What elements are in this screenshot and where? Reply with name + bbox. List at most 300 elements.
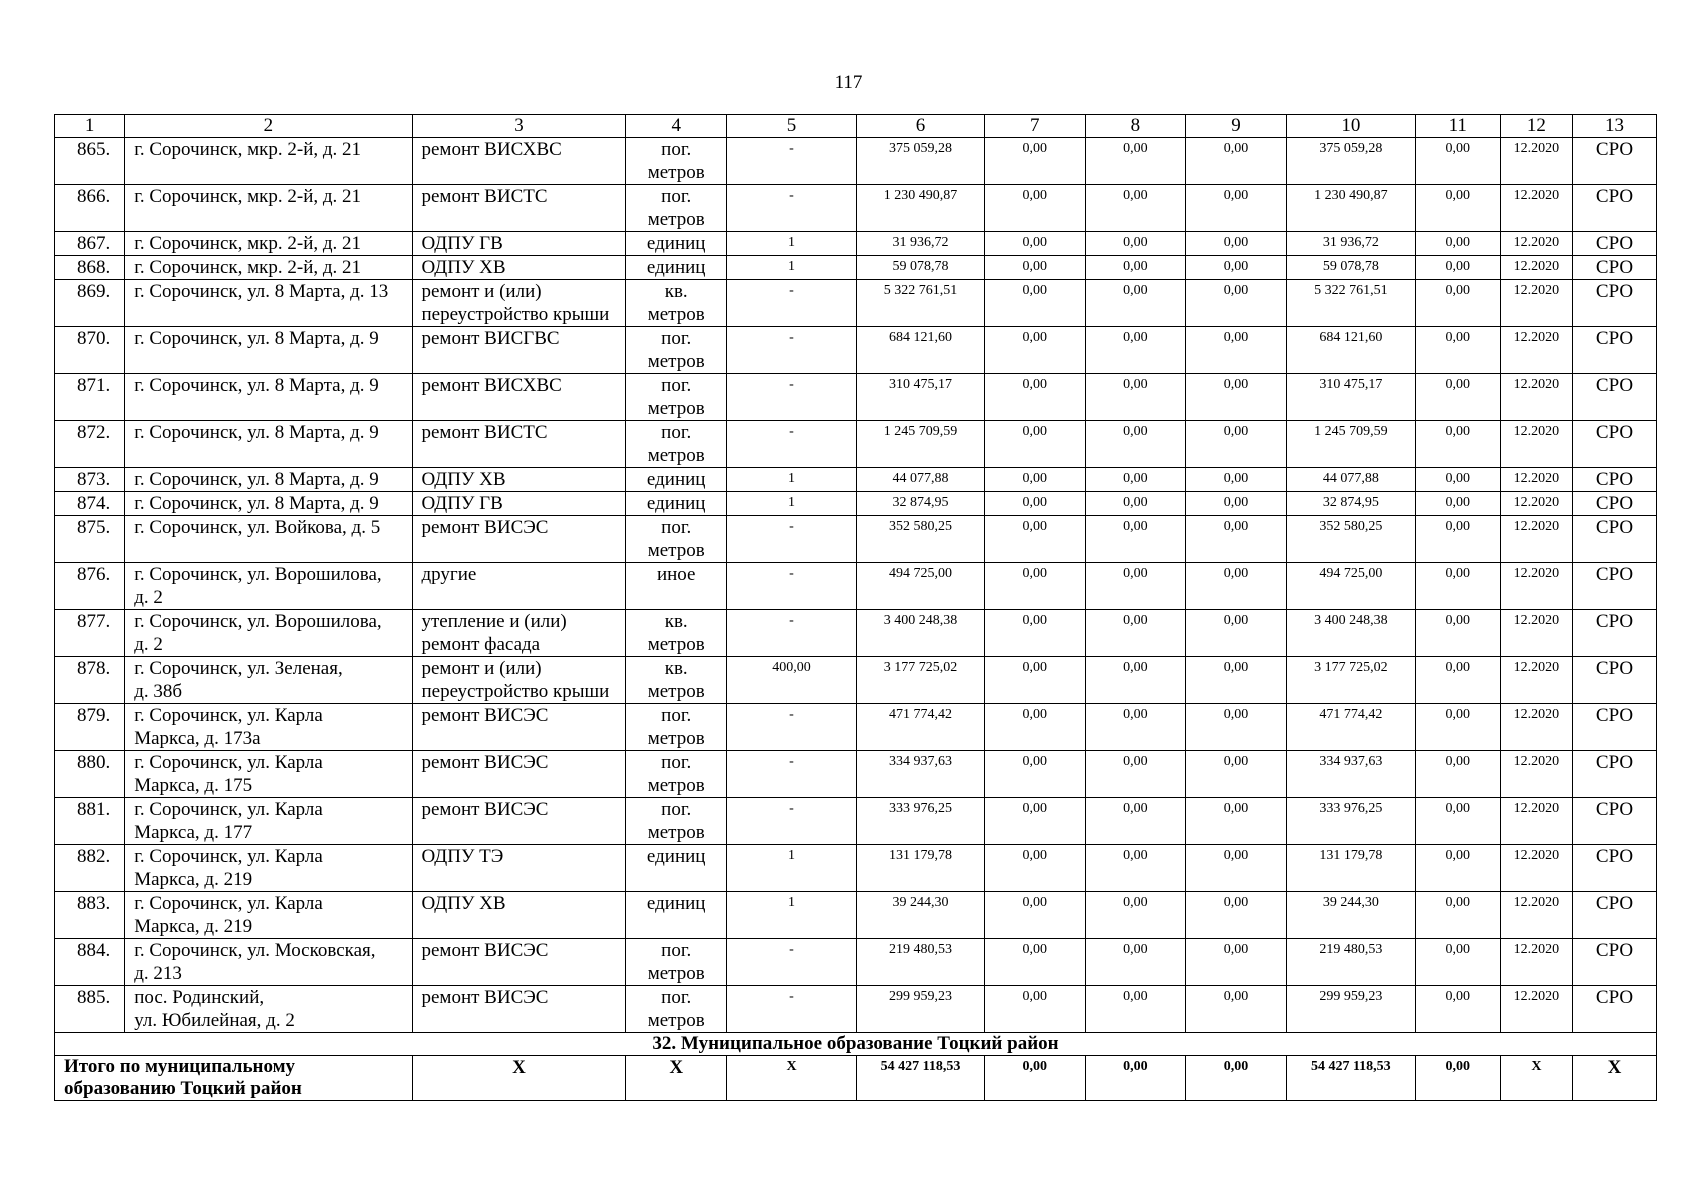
- value-cell: 12.2020: [1500, 704, 1572, 751]
- unit-cell: [626, 610, 727, 657]
- program-code-cell: СРО: [1573, 563, 1657, 610]
- value-cell: 1 230 490,87: [1286, 185, 1415, 232]
- unit-line: метров: [647, 398, 705, 419]
- value-cell: 0,00: [1186, 138, 1287, 185]
- work-type-cell: [412, 327, 626, 374]
- value-cell: 1 245 709,59: [857, 421, 985, 468]
- value-cell: 0,00: [1186, 468, 1287, 492]
- page-number: 117: [834, 72, 863, 93]
- value-cell: 0,00: [1085, 516, 1186, 563]
- value-cell: 0,00: [984, 657, 1085, 704]
- unit-line: единиц: [646, 233, 706, 254]
- work-type-line: ремонт ВИСЭС: [421, 799, 549, 820]
- value-cell: 0,00: [1085, 374, 1186, 421]
- work-type-line: переустройство крыши: [421, 681, 610, 702]
- unit-line: кв.: [664, 658, 688, 679]
- value-cell: -: [727, 751, 857, 798]
- table-row: [55, 986, 1657, 1033]
- value-cell: 1: [727, 468, 857, 492]
- program-code-cell: СРО: [1573, 374, 1657, 421]
- value-cell: 0,00: [984, 845, 1085, 892]
- unit-cell: [626, 468, 727, 492]
- unit-line: единиц: [646, 893, 706, 914]
- value-cell: 219 480,53: [857, 939, 985, 986]
- value-cell: 0,00: [1415, 892, 1500, 939]
- work-type-cell: [412, 421, 626, 468]
- program-code-cell: СРО: [1573, 845, 1657, 892]
- row-number: 884.: [55, 939, 125, 986]
- program-code-cell: СРО: [1573, 657, 1657, 704]
- total-cell: X: [1500, 1056, 1572, 1101]
- value-cell: -: [727, 185, 857, 232]
- address-line: ул. Юбилейная, д. 2: [134, 1010, 295, 1031]
- total-cell: X: [727, 1056, 857, 1101]
- value-cell: 0,00: [1415, 374, 1500, 421]
- column-header: 6: [857, 115, 985, 138]
- program-code-cell: СРО: [1573, 185, 1657, 232]
- work-type-line: ремонт и (или): [421, 281, 542, 302]
- value-cell: 0,00: [1415, 986, 1500, 1033]
- unit-cell: [626, 492, 727, 516]
- value-cell: 12.2020: [1500, 327, 1572, 374]
- unit-line: единиц: [646, 257, 706, 278]
- work-type-cell: [412, 138, 626, 185]
- unit-line: метров: [647, 445, 705, 466]
- value-cell: 12.2020: [1500, 798, 1572, 845]
- table-row: [55, 751, 1657, 798]
- value-cell: 12.2020: [1500, 256, 1572, 280]
- unit-line: пог.: [661, 987, 692, 1008]
- address-line: г. Сорочинск, ул. 8 Марта, д. 13: [134, 281, 389, 302]
- value-cell: 0,00: [1415, 845, 1500, 892]
- unit-cell: [626, 421, 727, 468]
- address-line: г. Сорочинск, ул. Карла: [134, 893, 323, 914]
- table-row: [55, 232, 1657, 256]
- unit-cell: [626, 327, 727, 374]
- work-type-line: ОДПУ ХВ: [421, 893, 506, 914]
- address-line: Маркса, д. 219: [134, 869, 253, 890]
- total-cell: X: [1573, 1056, 1657, 1101]
- work-type-line: ОДПУ ТЭ: [421, 846, 504, 867]
- table-row: [55, 421, 1657, 468]
- value-cell: 0,00: [1186, 751, 1287, 798]
- work-type-cell: [412, 280, 626, 327]
- value-cell: 12.2020: [1500, 939, 1572, 986]
- address-line: пос. Родинский,: [134, 987, 265, 1008]
- program-code-cell: СРО: [1573, 751, 1657, 798]
- table-row: [55, 892, 1657, 939]
- program-code-cell: СРО: [1573, 421, 1657, 468]
- work-type-line: ОДПУ ГВ: [421, 493, 503, 514]
- unit-line: метров: [647, 209, 705, 230]
- table-row: [55, 468, 1657, 492]
- address-cell: [125, 280, 412, 327]
- value-cell: -: [727, 374, 857, 421]
- value-cell: 0,00: [1085, 468, 1186, 492]
- address-line: г. Сорочинск, мкр. 2-й, д. 21: [134, 186, 362, 207]
- value-cell: 334 937,63: [1286, 751, 1415, 798]
- value-cell: 32 874,95: [1286, 492, 1415, 516]
- unit-cell: [626, 563, 727, 610]
- value-cell: 0,00: [1415, 256, 1500, 280]
- program-code-cell: СРО: [1573, 892, 1657, 939]
- work-type-cell: [412, 610, 626, 657]
- address-line: Маркса, д. 175: [134, 775, 253, 796]
- work-type-cell: [412, 751, 626, 798]
- value-cell: 0,00: [1085, 610, 1186, 657]
- value-cell: 12.2020: [1500, 892, 1572, 939]
- table-body: [55, 138, 1657, 1033]
- unit-line: иное: [656, 564, 696, 585]
- value-cell: 0,00: [1415, 421, 1500, 468]
- unit-cell: [626, 892, 727, 939]
- section-row: [55, 1033, 1657, 1056]
- unit-line: пог.: [661, 799, 692, 820]
- value-cell: 39 244,30: [857, 892, 985, 939]
- value-cell: 0,00: [1186, 610, 1287, 657]
- value-cell: 12.2020: [1500, 468, 1572, 492]
- address-cell: [125, 845, 412, 892]
- value-cell: -: [727, 516, 857, 563]
- unit-line: единиц: [646, 846, 706, 867]
- value-cell: 684 121,60: [857, 327, 985, 374]
- row-number: 868.: [55, 256, 125, 280]
- address-cell: [125, 468, 412, 492]
- work-type-cell: [412, 939, 626, 986]
- address-line: д. 2: [134, 587, 163, 608]
- work-type-line: другие: [421, 564, 477, 585]
- total-cell: 54 427 118,53: [1286, 1056, 1415, 1101]
- value-cell: 0,00: [984, 939, 1085, 986]
- value-cell: 0,00: [984, 374, 1085, 421]
- value-cell: 1: [727, 492, 857, 516]
- value-cell: 0,00: [1085, 845, 1186, 892]
- value-cell: 333 976,25: [1286, 798, 1415, 845]
- value-cell: 59 078,78: [1286, 256, 1415, 280]
- address-cell: [125, 986, 412, 1033]
- address-cell: [125, 892, 412, 939]
- row-number: 874.: [55, 492, 125, 516]
- value-cell: 0,00: [1415, 704, 1500, 751]
- program-code-cell: СРО: [1573, 516, 1657, 563]
- total-cell: 0,00: [1085, 1056, 1186, 1101]
- value-cell: 0,00: [1085, 185, 1186, 232]
- work-type-cell: [412, 232, 626, 256]
- unit-cell: [626, 280, 727, 327]
- work-type-cell: [412, 704, 626, 751]
- unit-line: пог.: [661, 375, 692, 396]
- work-type-line: ремонт ВИСГВС: [421, 328, 560, 349]
- value-cell: 494 725,00: [1286, 563, 1415, 610]
- value-cell: 0,00: [984, 704, 1085, 751]
- work-type-line: ремонт ВИСТС: [421, 422, 548, 443]
- column-header: 2: [125, 115, 412, 138]
- address-line: г. Сорочинск, ул. Карла: [134, 846, 323, 867]
- address-line: г. Сорочинск, ул. 8 Марта, д. 9: [134, 469, 379, 490]
- column-header: 13: [1573, 115, 1657, 138]
- value-cell: 131 179,78: [857, 845, 985, 892]
- column-header: 12: [1500, 115, 1572, 138]
- total-cell: X: [412, 1056, 626, 1101]
- unit-line: пог.: [661, 705, 692, 726]
- value-cell: 0,00: [1085, 704, 1186, 751]
- value-cell: 0,00: [984, 280, 1085, 327]
- value-cell: 12.2020: [1500, 845, 1572, 892]
- value-cell: 5 322 761,51: [1286, 280, 1415, 327]
- unit-line: метров: [647, 1010, 705, 1031]
- value-cell: 0,00: [1085, 563, 1186, 610]
- value-cell: 12.2020: [1500, 374, 1572, 421]
- row-number: 880.: [55, 751, 125, 798]
- value-cell: 0,00: [1186, 374, 1287, 421]
- value-cell: 59 078,78: [857, 256, 985, 280]
- value-cell: 375 059,28: [1286, 138, 1415, 185]
- value-cell: 0,00: [1415, 185, 1500, 232]
- value-cell: 0,00: [984, 610, 1085, 657]
- value-cell: 0,00: [1415, 232, 1500, 256]
- value-cell: 0,00: [984, 468, 1085, 492]
- value-cell: 0,00: [984, 185, 1085, 232]
- header-row: [55, 115, 1657, 138]
- value-cell: 31 936,72: [1286, 232, 1415, 256]
- unit-cell: [626, 185, 727, 232]
- value-cell: 310 475,17: [1286, 374, 1415, 421]
- total-cell: 0,00: [1186, 1056, 1287, 1101]
- row-number: 885.: [55, 986, 125, 1033]
- value-cell: 3 400 248,38: [857, 610, 985, 657]
- address-cell: [125, 563, 412, 610]
- table-row: [55, 256, 1657, 280]
- value-cell: 0,00: [1415, 138, 1500, 185]
- address-cell: [125, 374, 412, 421]
- row-number: 876.: [55, 563, 125, 610]
- work-type-line: ремонт ВИСЭС: [421, 987, 549, 1008]
- row-number: 869.: [55, 280, 125, 327]
- value-cell: 219 480,53: [1286, 939, 1415, 986]
- total-label-line: образованию Тоцкий район: [64, 1078, 302, 1099]
- value-cell: 0,00: [1186, 657, 1287, 704]
- value-cell: 0,00: [1186, 492, 1287, 516]
- value-cell: 471 774,42: [1286, 704, 1415, 751]
- value-cell: 3 177 725,02: [1286, 657, 1415, 704]
- value-cell: 39 244,30: [1286, 892, 1415, 939]
- unit-line: единиц: [646, 469, 706, 490]
- value-cell: 0,00: [1186, 421, 1287, 468]
- value-cell: 0,00: [1085, 138, 1186, 185]
- table-row: [55, 657, 1657, 704]
- unit-cell: [626, 232, 727, 256]
- work-type-line: ремонт ВИСЭС: [421, 940, 549, 961]
- unit-line: метров: [647, 681, 705, 702]
- value-cell: 0,00: [1085, 657, 1186, 704]
- value-cell: 0,00: [984, 751, 1085, 798]
- row-number: 865.: [55, 138, 125, 185]
- unit-line: пог.: [661, 328, 692, 349]
- table-row: [55, 374, 1657, 421]
- value-cell: 0,00: [1186, 798, 1287, 845]
- value-cell: 333 976,25: [857, 798, 985, 845]
- value-cell: 1: [727, 845, 857, 892]
- unit-line: пог.: [661, 752, 692, 773]
- address-line: Маркса, д. 177: [134, 822, 253, 843]
- address-cell: [125, 751, 412, 798]
- value-cell: 44 077,88: [857, 468, 985, 492]
- address-line: г. Сорочинск, ул. 8 Марта, д. 9: [134, 422, 379, 443]
- value-cell: 0,00: [984, 232, 1085, 256]
- value-cell: 12.2020: [1500, 657, 1572, 704]
- value-cell: 471 774,42: [857, 704, 985, 751]
- value-cell: 12.2020: [1500, 421, 1572, 468]
- unit-line: пог.: [661, 139, 692, 160]
- address-line: г. Сорочинск, ул. Карла: [134, 799, 323, 820]
- value-cell: 1 245 709,59: [1286, 421, 1415, 468]
- value-cell: 375 059,28: [857, 138, 985, 185]
- unit-line: метров: [647, 728, 705, 749]
- value-cell: 0,00: [1085, 256, 1186, 280]
- work-type-line: ремонт ВИСЭС: [421, 705, 549, 726]
- work-type-cell: [412, 256, 626, 280]
- value-cell: 0,00: [984, 421, 1085, 468]
- column-header: 5: [727, 115, 857, 138]
- value-cell: 0,00: [1186, 892, 1287, 939]
- total-label: [55, 1056, 413, 1101]
- value-cell: -: [727, 704, 857, 751]
- address-cell: [125, 138, 412, 185]
- program-code-cell: СРО: [1573, 256, 1657, 280]
- column-header: 9: [1186, 115, 1287, 138]
- value-cell: -: [727, 986, 857, 1033]
- value-cell: 0,00: [1186, 563, 1287, 610]
- unit-cell: [626, 798, 727, 845]
- row-number: 873.: [55, 468, 125, 492]
- address-line: Маркса, д. 219: [134, 916, 253, 937]
- value-cell: 0,00: [1186, 185, 1287, 232]
- row-number: 871.: [55, 374, 125, 421]
- table-row: [55, 327, 1657, 374]
- row-number: 872.: [55, 421, 125, 468]
- value-cell: 0,00: [984, 327, 1085, 374]
- value-cell: -: [727, 939, 857, 986]
- value-cell: 0,00: [984, 986, 1085, 1033]
- address-line: г. Сорочинск, ул. 8 Марта, д. 9: [134, 493, 379, 514]
- address-cell: [125, 232, 412, 256]
- row-number: 875.: [55, 516, 125, 563]
- table-row: [55, 185, 1657, 232]
- address-line: Маркса, д. 173а: [134, 728, 261, 749]
- value-cell: 0,00: [1415, 798, 1500, 845]
- work-type-line: ремонт фасада: [421, 634, 541, 655]
- unit-cell: [626, 939, 727, 986]
- column-header: 10: [1286, 115, 1415, 138]
- value-cell: 0,00: [1186, 939, 1287, 986]
- value-cell: 0,00: [984, 492, 1085, 516]
- total-row: [55, 1056, 1657, 1101]
- value-cell: 0,00: [1415, 657, 1500, 704]
- value-cell: 0,00: [1186, 845, 1287, 892]
- value-cell: 310 475,17: [857, 374, 985, 421]
- program-code-cell: СРО: [1573, 492, 1657, 516]
- column-header: 1: [55, 115, 125, 138]
- address-cell: [125, 939, 412, 986]
- value-cell: 0,00: [1085, 421, 1186, 468]
- row-number: 881.: [55, 798, 125, 845]
- unit-cell: [626, 516, 727, 563]
- column-header: 7: [984, 115, 1085, 138]
- value-cell: 299 959,23: [857, 986, 985, 1033]
- work-type-line: ОДПУ ГВ: [421, 233, 503, 254]
- row-number: 883.: [55, 892, 125, 939]
- table-row: [55, 798, 1657, 845]
- work-type-line: ремонт ВИСХВС: [421, 139, 562, 160]
- address-cell: [125, 256, 412, 280]
- value-cell: 12.2020: [1500, 280, 1572, 327]
- value-cell: -: [727, 610, 857, 657]
- value-cell: 12.2020: [1500, 563, 1572, 610]
- value-cell: 0,00: [984, 138, 1085, 185]
- address-line: д. 38б: [134, 681, 183, 702]
- unit-line: метров: [647, 822, 705, 843]
- column-header: 3: [412, 115, 626, 138]
- total-cell: 54 427 118,53: [857, 1056, 985, 1101]
- table-row: [55, 939, 1657, 986]
- value-cell: 0,00: [984, 516, 1085, 563]
- value-cell: 12.2020: [1500, 751, 1572, 798]
- table-row: [55, 492, 1657, 516]
- value-cell: 0,00: [1085, 751, 1186, 798]
- address-line: г. Сорочинск, мкр. 2-й, д. 21: [134, 257, 362, 278]
- work-type-cell: [412, 374, 626, 421]
- table-row: [55, 280, 1657, 327]
- unit-cell: [626, 986, 727, 1033]
- value-cell: 400,00: [727, 657, 857, 704]
- value-cell: 0,00: [1415, 280, 1500, 327]
- value-cell: 0,00: [984, 798, 1085, 845]
- value-cell: -: [727, 138, 857, 185]
- program-code-cell: СРО: [1573, 704, 1657, 751]
- table-row: [55, 516, 1657, 563]
- table-row: [55, 845, 1657, 892]
- value-cell: 352 580,25: [857, 516, 985, 563]
- value-cell: 0,00: [1186, 256, 1287, 280]
- unit-cell: [626, 138, 727, 185]
- work-type-cell: [412, 986, 626, 1033]
- value-cell: 1: [727, 892, 857, 939]
- address-line: г. Сорочинск, ул. Карла: [134, 705, 323, 726]
- unit-cell: [626, 657, 727, 704]
- address-line: г. Сорочинск, ул. 8 Марта, д. 9: [134, 375, 379, 396]
- value-cell: 31 936,72: [857, 232, 985, 256]
- value-cell: 0,00: [984, 892, 1085, 939]
- value-cell: 0,00: [1415, 939, 1500, 986]
- value-cell: 0,00: [1085, 327, 1186, 374]
- work-type-cell: [412, 845, 626, 892]
- value-cell: 1 230 490,87: [857, 185, 985, 232]
- work-type-line: ремонт ВИСЭС: [421, 752, 549, 773]
- program-code-cell: СРО: [1573, 610, 1657, 657]
- work-type-line: ремонт ВИСТС: [421, 186, 548, 207]
- work-type-cell: [412, 468, 626, 492]
- value-cell: 0,00: [1415, 468, 1500, 492]
- row-number: 870.: [55, 327, 125, 374]
- value-cell: 0,00: [1415, 751, 1500, 798]
- column-header: 4: [626, 115, 727, 138]
- value-cell: 5 322 761,51: [857, 280, 985, 327]
- value-cell: 0,00: [1186, 232, 1287, 256]
- program-code-cell: СРО: [1573, 468, 1657, 492]
- program-code-cell: СРО: [1573, 798, 1657, 845]
- unit-line: пог.: [661, 422, 692, 443]
- value-cell: 0,00: [1415, 492, 1500, 516]
